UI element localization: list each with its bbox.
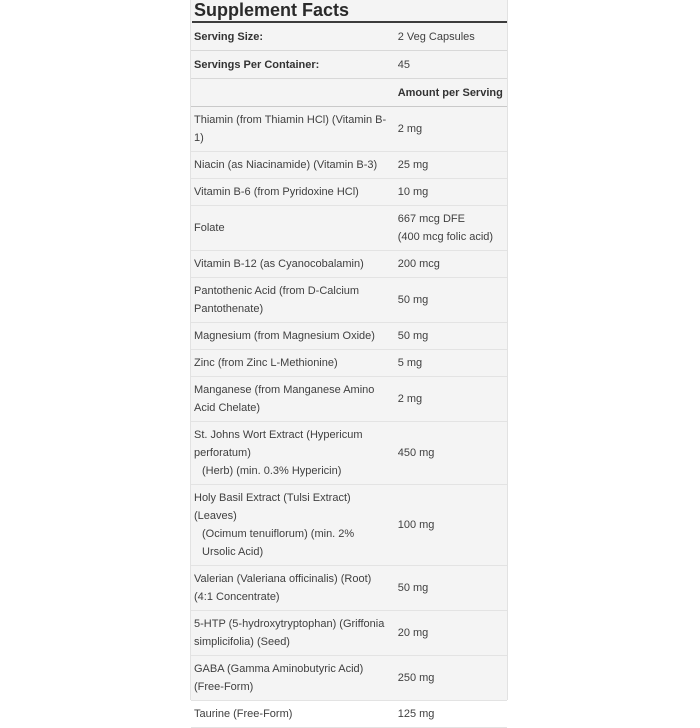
nutrient-name (191, 111, 395, 147)
nutrient-name (191, 705, 395, 723)
nutrient-row (191, 350, 507, 377)
nutrient-name-line: (Ocimum tenuiflorum) (min. 2% Ursolic Acid) (202, 528, 355, 558)
supplement-facts-panel (190, 0, 508, 720)
nutrient-name-line: Pantothenic Acid (from D-Calcium Pantothenate) (194, 285, 360, 315)
nutrient-amount-line: 25 mg (397, 159, 429, 171)
nutrient-amount-line: 125 mg (397, 708, 435, 720)
serving-size-value: 2 Veg Capsules (397, 30, 475, 43)
nutrient-amount-line: 667 mcg DFE (397, 213, 465, 225)
nutrient-name-line: Manganese (from Manganese Amino Acid Chelate) (194, 384, 375, 414)
nutrient-name-line: Holy Basil Extract (Tulsi Extract) (Leaves) (194, 492, 351, 522)
nutrient-amount (395, 291, 507, 309)
nutrient-table (191, 107, 507, 728)
nutrient-amount-line: 10 mg (397, 186, 429, 198)
nutrient-name-line: St. Johns Wort Extract (Hypericum perforatum) (194, 429, 363, 459)
panel-title: Supplement Facts (194, 0, 350, 20)
nutrient-row (191, 323, 507, 350)
nutrient-row (191, 422, 507, 485)
nutrient-name (191, 183, 395, 201)
nutrient-name-line: Vitamin B-12 (as Cyanocobalamin) (194, 258, 364, 270)
nutrient-amount (395, 210, 507, 246)
nutrient-name (191, 489, 395, 561)
nutrient-amount (395, 255, 507, 273)
nutrient-amount (395, 120, 507, 138)
servings-label: Servings Per Container: (194, 58, 320, 71)
nutrient-amount (395, 624, 507, 642)
nutrient-amount-line: 50 mg (397, 582, 429, 594)
nutrient-name (191, 354, 395, 372)
nutrient-name-line: Thiamin (from Thiamin HCl) (Vitamin B-1) (194, 114, 387, 144)
nutrient-amount-line: 200 mcg (397, 258, 440, 270)
nutrient-row (191, 179, 507, 206)
serving-size-label: Serving Size: (194, 30, 264, 43)
nutrient-name-line: Folate (194, 222, 225, 234)
nutrient-name-line: Niacin (as Niacinamide) (Vitamin B-3) (194, 159, 378, 171)
nutrient-name (191, 282, 395, 318)
servings-value: 45 (397, 58, 410, 71)
nutrient-row (191, 485, 507, 566)
nutrient-amount (395, 669, 507, 687)
serving-size-row (191, 23, 507, 51)
amount-header-row (191, 79, 507, 107)
nutrient-name-line: Vitamin B-6 (from Pyridoxine HCl) (194, 186, 359, 198)
nutrient-name (191, 327, 395, 345)
nutrient-amount (395, 183, 507, 201)
nutrient-name-line: Magnesium (from Magnesium Oxide) (194, 330, 375, 342)
nutrient-name-line: Taurine (Free-Form) (194, 708, 293, 720)
nutrient-row (191, 107, 507, 152)
nutrient-amount (395, 156, 507, 174)
nutrient-amount (395, 327, 507, 345)
nutrient-amount-line: 50 mg (397, 330, 429, 342)
nutrient-name-line: Zinc (from Zinc L-Methionine) (194, 357, 338, 369)
nutrient-amount-line: 2 mg (397, 123, 423, 135)
nutrient-amount (395, 579, 507, 597)
nutrient-name (191, 156, 395, 174)
nutrient-row (191, 152, 507, 179)
nutrient-name-line: Valerian (Valeriana officinalis) (Root) (4:1 Concentrate) (194, 573, 372, 603)
nutrient-name (191, 570, 395, 606)
nutrient-row (191, 377, 507, 422)
nutrient-name (191, 660, 395, 696)
nutrient-amount (395, 390, 507, 408)
nutrient-name (191, 219, 395, 237)
amount-header: Amount per Serving (397, 86, 503, 99)
nutrient-amount (395, 354, 507, 372)
nutrient-amount-line: 2 mg (397, 393, 423, 405)
nutrient-amount-line: 20 mg (397, 627, 429, 639)
nutrient-name (191, 255, 395, 273)
nutrient-row (191, 251, 507, 278)
nutrient-amount-line: (400 mcg folic acid) (397, 231, 494, 243)
nutrient-name (191, 615, 395, 651)
nutrient-row (191, 701, 507, 728)
nutrient-name-line: GABA (Gamma Aminobutyric Acid) (Free-Form) (194, 663, 364, 693)
nutrient-name (191, 381, 395, 417)
nutrient-name-line: (Herb) (min. 0.3% Hypericin) (202, 465, 342, 477)
nutrient-amount (395, 444, 507, 462)
nutrient-row (191, 656, 507, 701)
servings-per-container-row (191, 51, 507, 79)
nutrient-amount-line: 5 mg (397, 357, 423, 369)
nutrient-amount-line: 450 mg (397, 447, 435, 459)
nutrient-amount-line: 50 mg (397, 294, 429, 306)
nutrient-name (191, 426, 395, 480)
nutrient-amount-line: 250 mg (397, 672, 435, 684)
nutrient-row (191, 566, 507, 611)
nutrient-amount (395, 705, 507, 723)
nutrient-name-line: 5-HTP (5-hydroxytryptophan) (Griffonia simplicifolia) (Seed) (194, 618, 385, 648)
nutrient-row (191, 278, 507, 323)
nutrient-amount-line: 100 mg (397, 519, 435, 531)
nutrient-row (191, 611, 507, 656)
nutrient-row (191, 206, 507, 251)
nutrient-amount (395, 516, 507, 534)
